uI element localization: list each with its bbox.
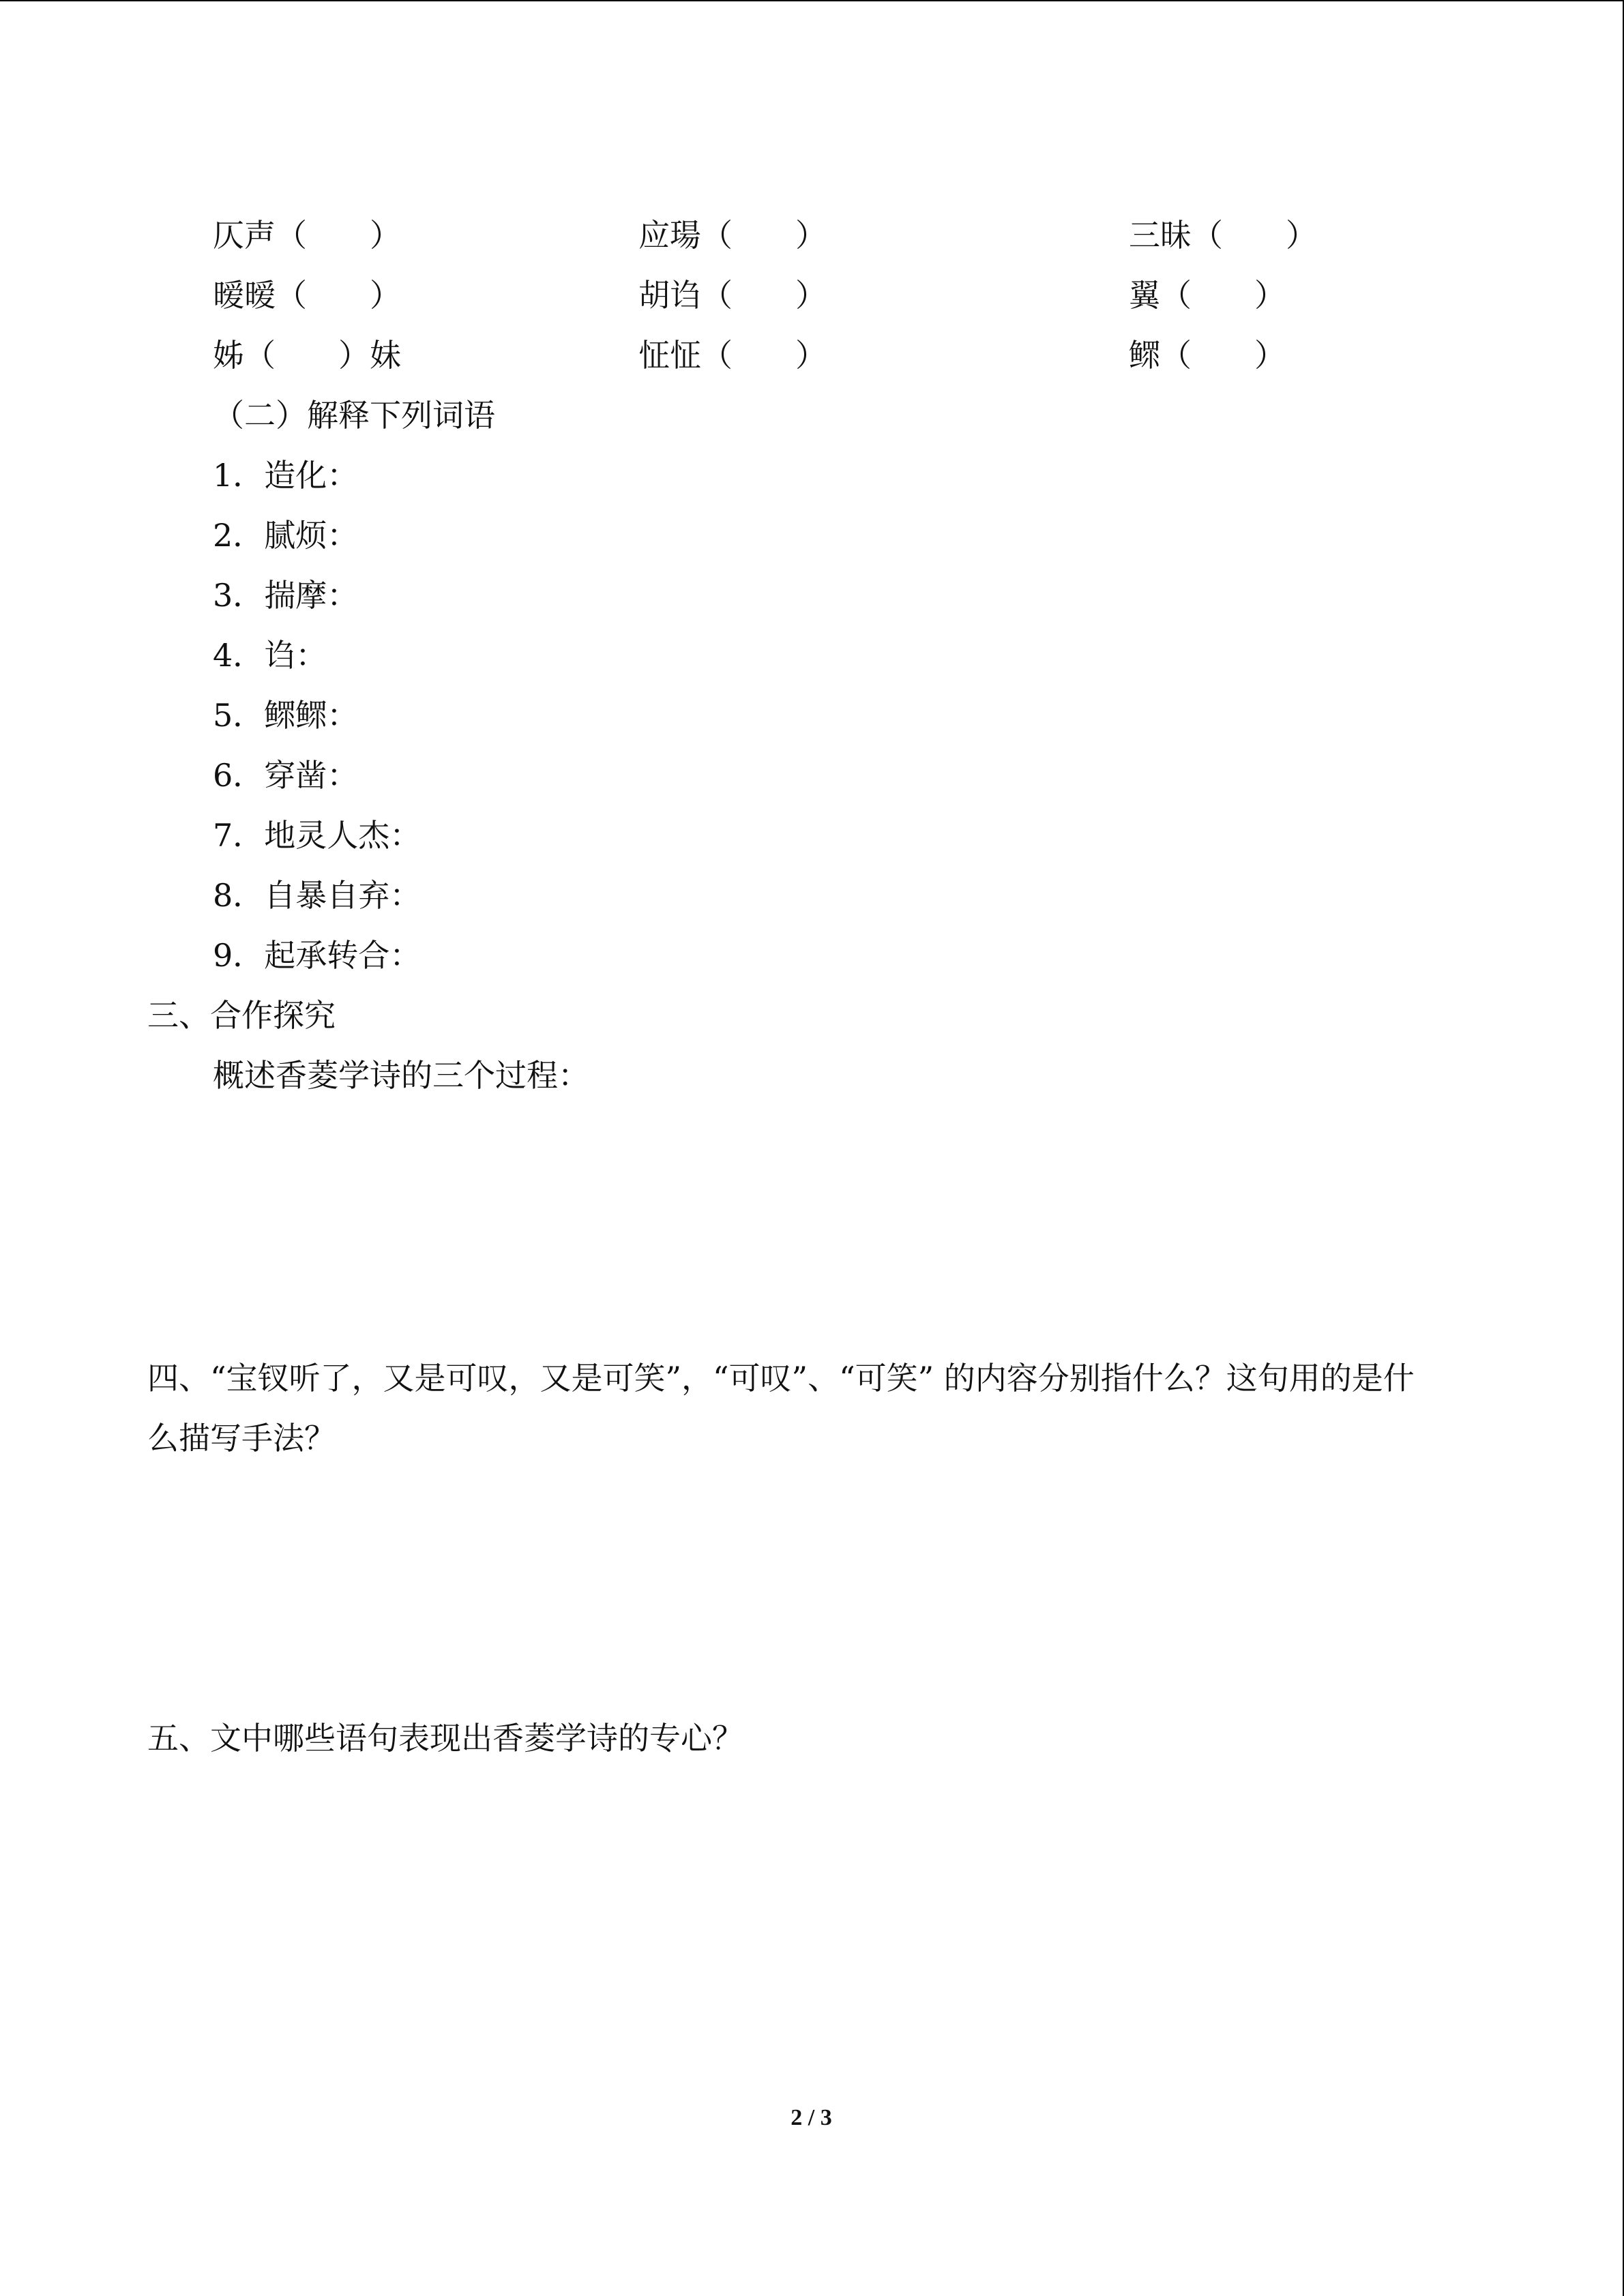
question-prompt: 概述香菱学诗的三个过程：	[213, 1057, 589, 1094]
question-text: 四、“宝钗听了，又是可叹，又是可笑”，“可叹”、“可笑” 的内容分别指什么？这句用的是什	[147, 1360, 1415, 1397]
pinyin-item: 应瑒（ ）	[638, 217, 827, 254]
section-heading: （二）解释下列词语	[213, 397, 495, 434]
pinyin-item: 仄声（ ）	[213, 217, 401, 254]
pinyin-item: 翼（ ）	[1129, 277, 1286, 314]
question-text: 么描写手法？	[147, 1420, 336, 1457]
pinyin-item: 鳏（ ）	[1129, 337, 1286, 374]
page-number: 2 / 3	[791, 2105, 832, 2130]
vocab-item: 1．造化：	[213, 457, 359, 494]
vocab-item: 6．穿凿：	[213, 757, 359, 794]
vocab-item: 2．腻烦：	[213, 517, 359, 554]
vocab-item: 9．起承转合：	[213, 937, 422, 974]
vocab-item: 7．地灵人杰：	[213, 817, 422, 854]
pinyin-item: 怔怔（ ）	[638, 337, 827, 374]
vocab-item: 8．自暴自弃：	[213, 877, 422, 914]
pinyin-item: 暧暧（ ）	[213, 277, 401, 314]
section-heading: 三、合作探究	[147, 997, 336, 1034]
question-text: 五、文中哪些语句表现出香菱学诗的专心？	[147, 1720, 743, 1757]
pinyin-item: 姊（ ）妹	[213, 337, 401, 374]
vocab-item: 5．鳏鳏：	[213, 697, 359, 734]
pinyin-item: 三昧（ ）	[1129, 217, 1317, 254]
pinyin-item: 胡诌（ ）	[638, 277, 827, 314]
vocab-item: 3．揣摩：	[213, 577, 359, 614]
vocab-item: 4．诌：	[213, 637, 327, 674]
